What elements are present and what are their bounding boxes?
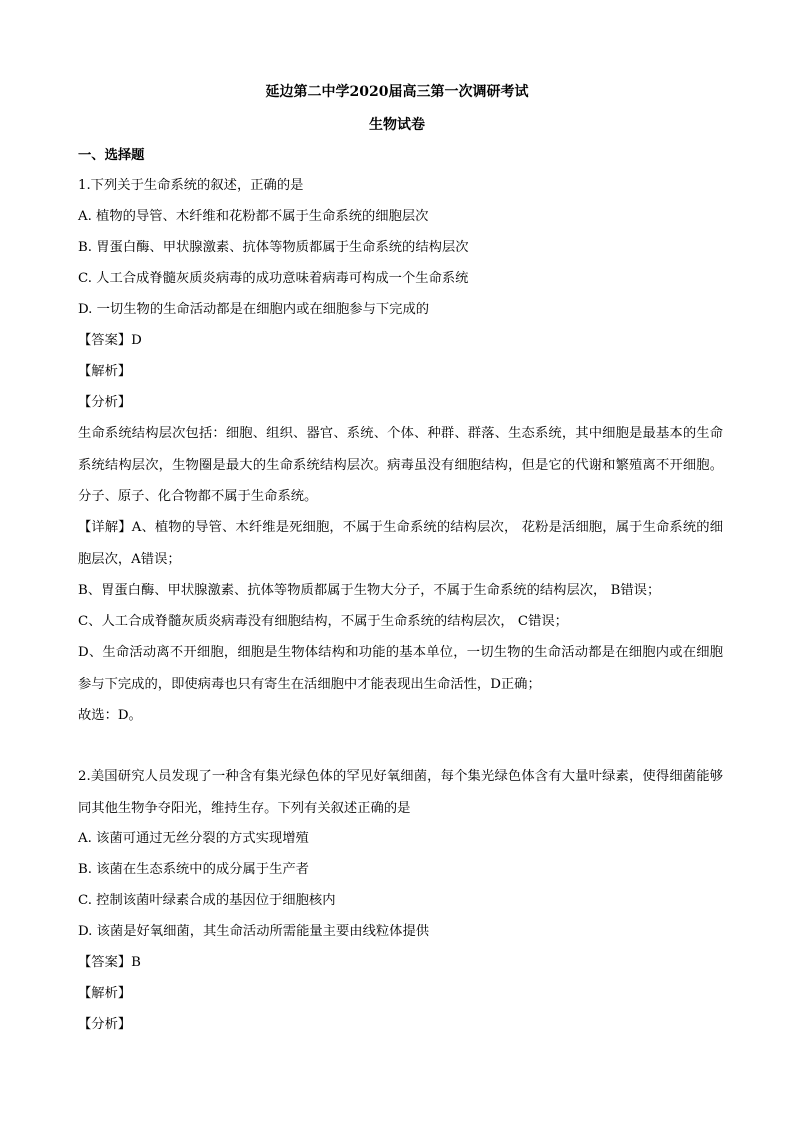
question-2-option-a: A. 该菌可通过无丝分裂的方式实现增殖 <box>78 831 309 846</box>
question-1-fenxi-label: 【分析】 <box>78 395 132 410</box>
question-1-detail-c: C、人工合成脊髓灰质炎病毒没有细胞结构，不属于生命系统的结构层次， C错误； <box>78 614 568 629</box>
question-1-fenxi-text: 生命系统结构层次包括：细胞、组织、器官、系统、个体、种群、群落、生态系统，其中细胞是最基本的生命系统结构层次，生物圈是最大的生命系统结构层次。病毒虽没有细胞结构，但是它的代谢和繁殖离不开细胞。分子、原子、化合物都不属于生命系统。 <box>78 426 723 504</box>
question-2-fenxi-label: 【分析】 <box>78 1017 132 1032</box>
question-1-option-c: C. 人工合成脊髓灰质炎病毒的成功意味着病毒可构成一个生命系统 <box>78 271 469 286</box>
question-1-detail-a: 【详解】A、植物的导管、木纤维是死细胞，不属于生命系统的结构层次， 花粉是活细胞，属于生命系统的细胞层次，A错误； <box>78 520 723 567</box>
question-2-analysis-label: 【解析】 <box>78 986 132 1001</box>
exam-subtitle: 生物试卷 <box>369 117 425 133</box>
question-1-detail-d: D、生命活动离不开细胞，细胞是生物体结构和功能的基本单位，一切生物的生命活动都是在细胞内或在细胞参与下完成的，即使病毒也只有寄生在活细胞中才能表现出生命活性，D正确； <box>78 645 723 692</box>
question-1-option-d: D. 一切生物的生命活动都是在细胞内或在细胞参与下完成的 <box>78 302 430 317</box>
question-1-option-a: A. 植物的导管、木纤维和花粉都不属于生命系统的细胞层次 <box>78 209 429 224</box>
exam-title: 延边第二中学2020届高三第一次调研考试 <box>265 84 529 100</box>
question-1-analysis-label: 【解析】 <box>78 364 132 379</box>
question-2-answer: 【答案】B <box>78 955 141 970</box>
section-heading: 一、选择题 <box>78 148 145 163</box>
question-2-option-d: D. 该菌是好氧细菌，其生命活动所需能量主要由线粒体提供 <box>78 924 430 939</box>
question-1-answer: 【答案】D <box>78 333 142 348</box>
question-1-option-b: B. 胃蛋白酶、甲状腺激素、抗体等物质都属于生命系统的结构层次 <box>78 240 469 255</box>
question-2-stem: 2.美国研究人员发现了一种含有集光绿色体的罕见好氧细菌，每个集光绿色体含有大量叶绿素，使得细菌能够同其他生物争夺阳光，维持生存。下列有关叙述正确的是 <box>78 769 723 816</box>
question-1-detail-b: B、胃蛋白酶、甲状腺激素、抗体等物质都属于生物大分子，不属于生命系统的结构层次， B错误； <box>78 583 661 598</box>
question-2-option-b: B. 该菌在生态系统中的成分属于生产者 <box>78 862 309 877</box>
question-2-option-c: C. 控制该菌叶绿素合成的基因位于细胞核内 <box>78 893 336 908</box>
question-1-stem: 1.下列关于生命系统的叙述，正确的是 <box>78 178 304 193</box>
question-1-conclusion: 故选：D。 <box>78 708 142 723</box>
